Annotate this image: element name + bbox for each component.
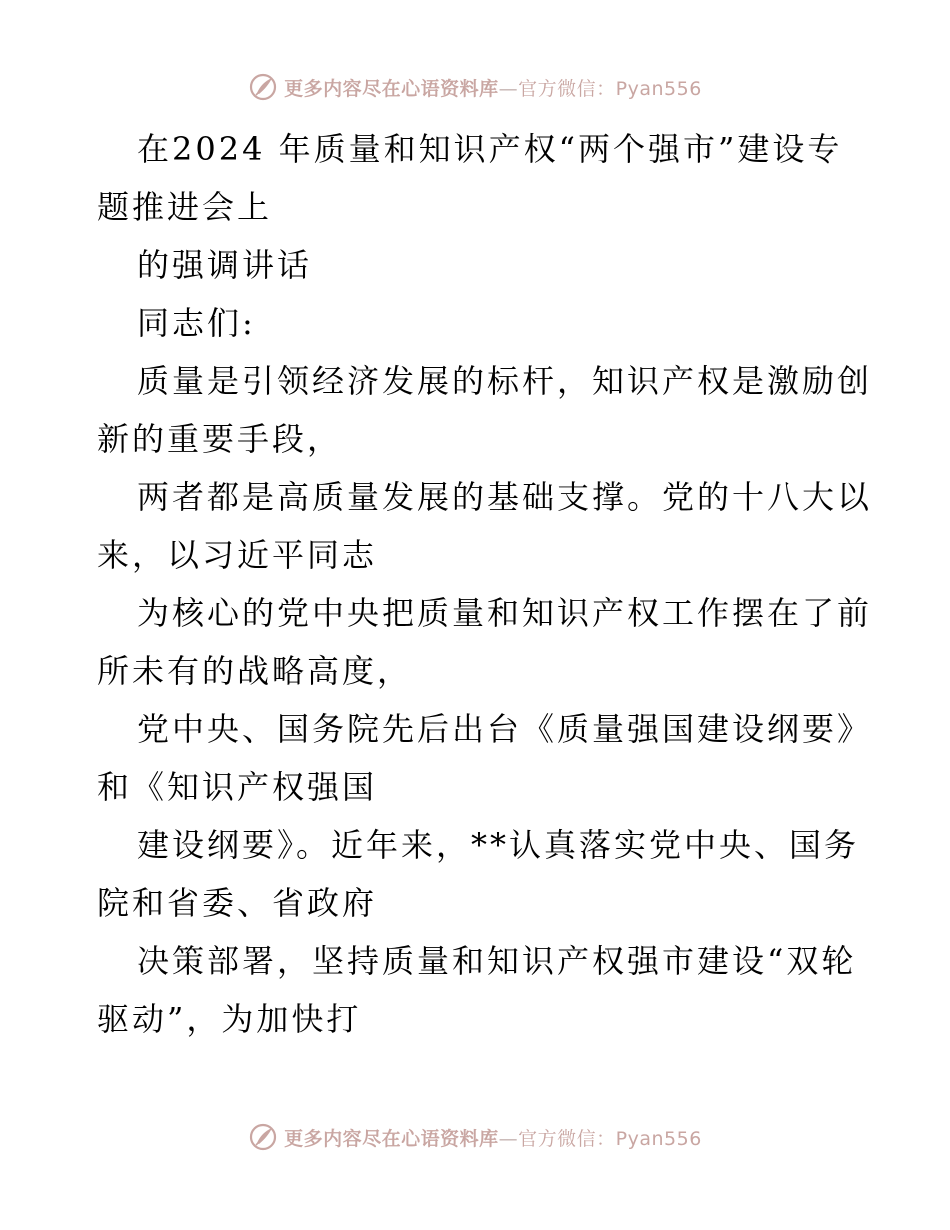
text-line: 新的重要手段， — [97, 420, 343, 458]
text-line: 决策部署，坚持质量和知识产权强市建设“双轮 — [137, 942, 857, 980]
watermark-text — [284, 74, 702, 101]
quill-logo-icon — [248, 1122, 278, 1152]
text-line: 院和省委、省政府 — [97, 884, 378, 922]
document-body — [97, 120, 873, 1048]
text-line: 在2024 年质量和知识产权“两个强市”建设专 — [137, 130, 843, 168]
text-line: 的强调讲话 — [137, 246, 313, 284]
text-line: 同志们: — [137, 304, 256, 342]
quill-logo-icon — [248, 72, 278, 102]
text-line: 党中央、国务院先后出台《质量强国建设纲要》 — [137, 710, 873, 748]
text-line: 建设纲要》。近年来，**认真落实党中央、国务 — [137, 826, 860, 864]
header-watermark — [0, 72, 950, 102]
text-line: 来，以习近平同志 — [97, 536, 378, 574]
watermark-main-text: 更多内容尽在心语资料库 — [284, 1127, 499, 1150]
watermark-dash: — — [498, 77, 519, 100]
text-line: 两者都是高质量发展的基础支撑。党的十八大以 — [137, 478, 873, 516]
watermark-dash: — — [498, 1127, 519, 1150]
text-line: 驱动”，为加快打 — [97, 1000, 362, 1038]
text-line: 和《知识产权强国 — [97, 768, 378, 806]
text-line: 所未有的战略高度， — [97, 652, 413, 690]
footer-watermark — [0, 1122, 950, 1152]
watermark-wechat-text: 官方微信：Pyan556 — [518, 77, 702, 100]
watermark-wechat-text: 官方微信：Pyan556 — [518, 1127, 702, 1150]
text-line: 质量是引领经济发展的标杆，知识产权是激励创 — [137, 362, 873, 400]
text-line: 为核心的党中央把质量和知识产权工作摆在了前 — [137, 594, 873, 632]
text-line: 题推进会上 — [97, 188, 273, 226]
watermark-main-text: 更多内容尽在心语资料库 — [284, 77, 499, 100]
watermark-text — [284, 1124, 702, 1151]
